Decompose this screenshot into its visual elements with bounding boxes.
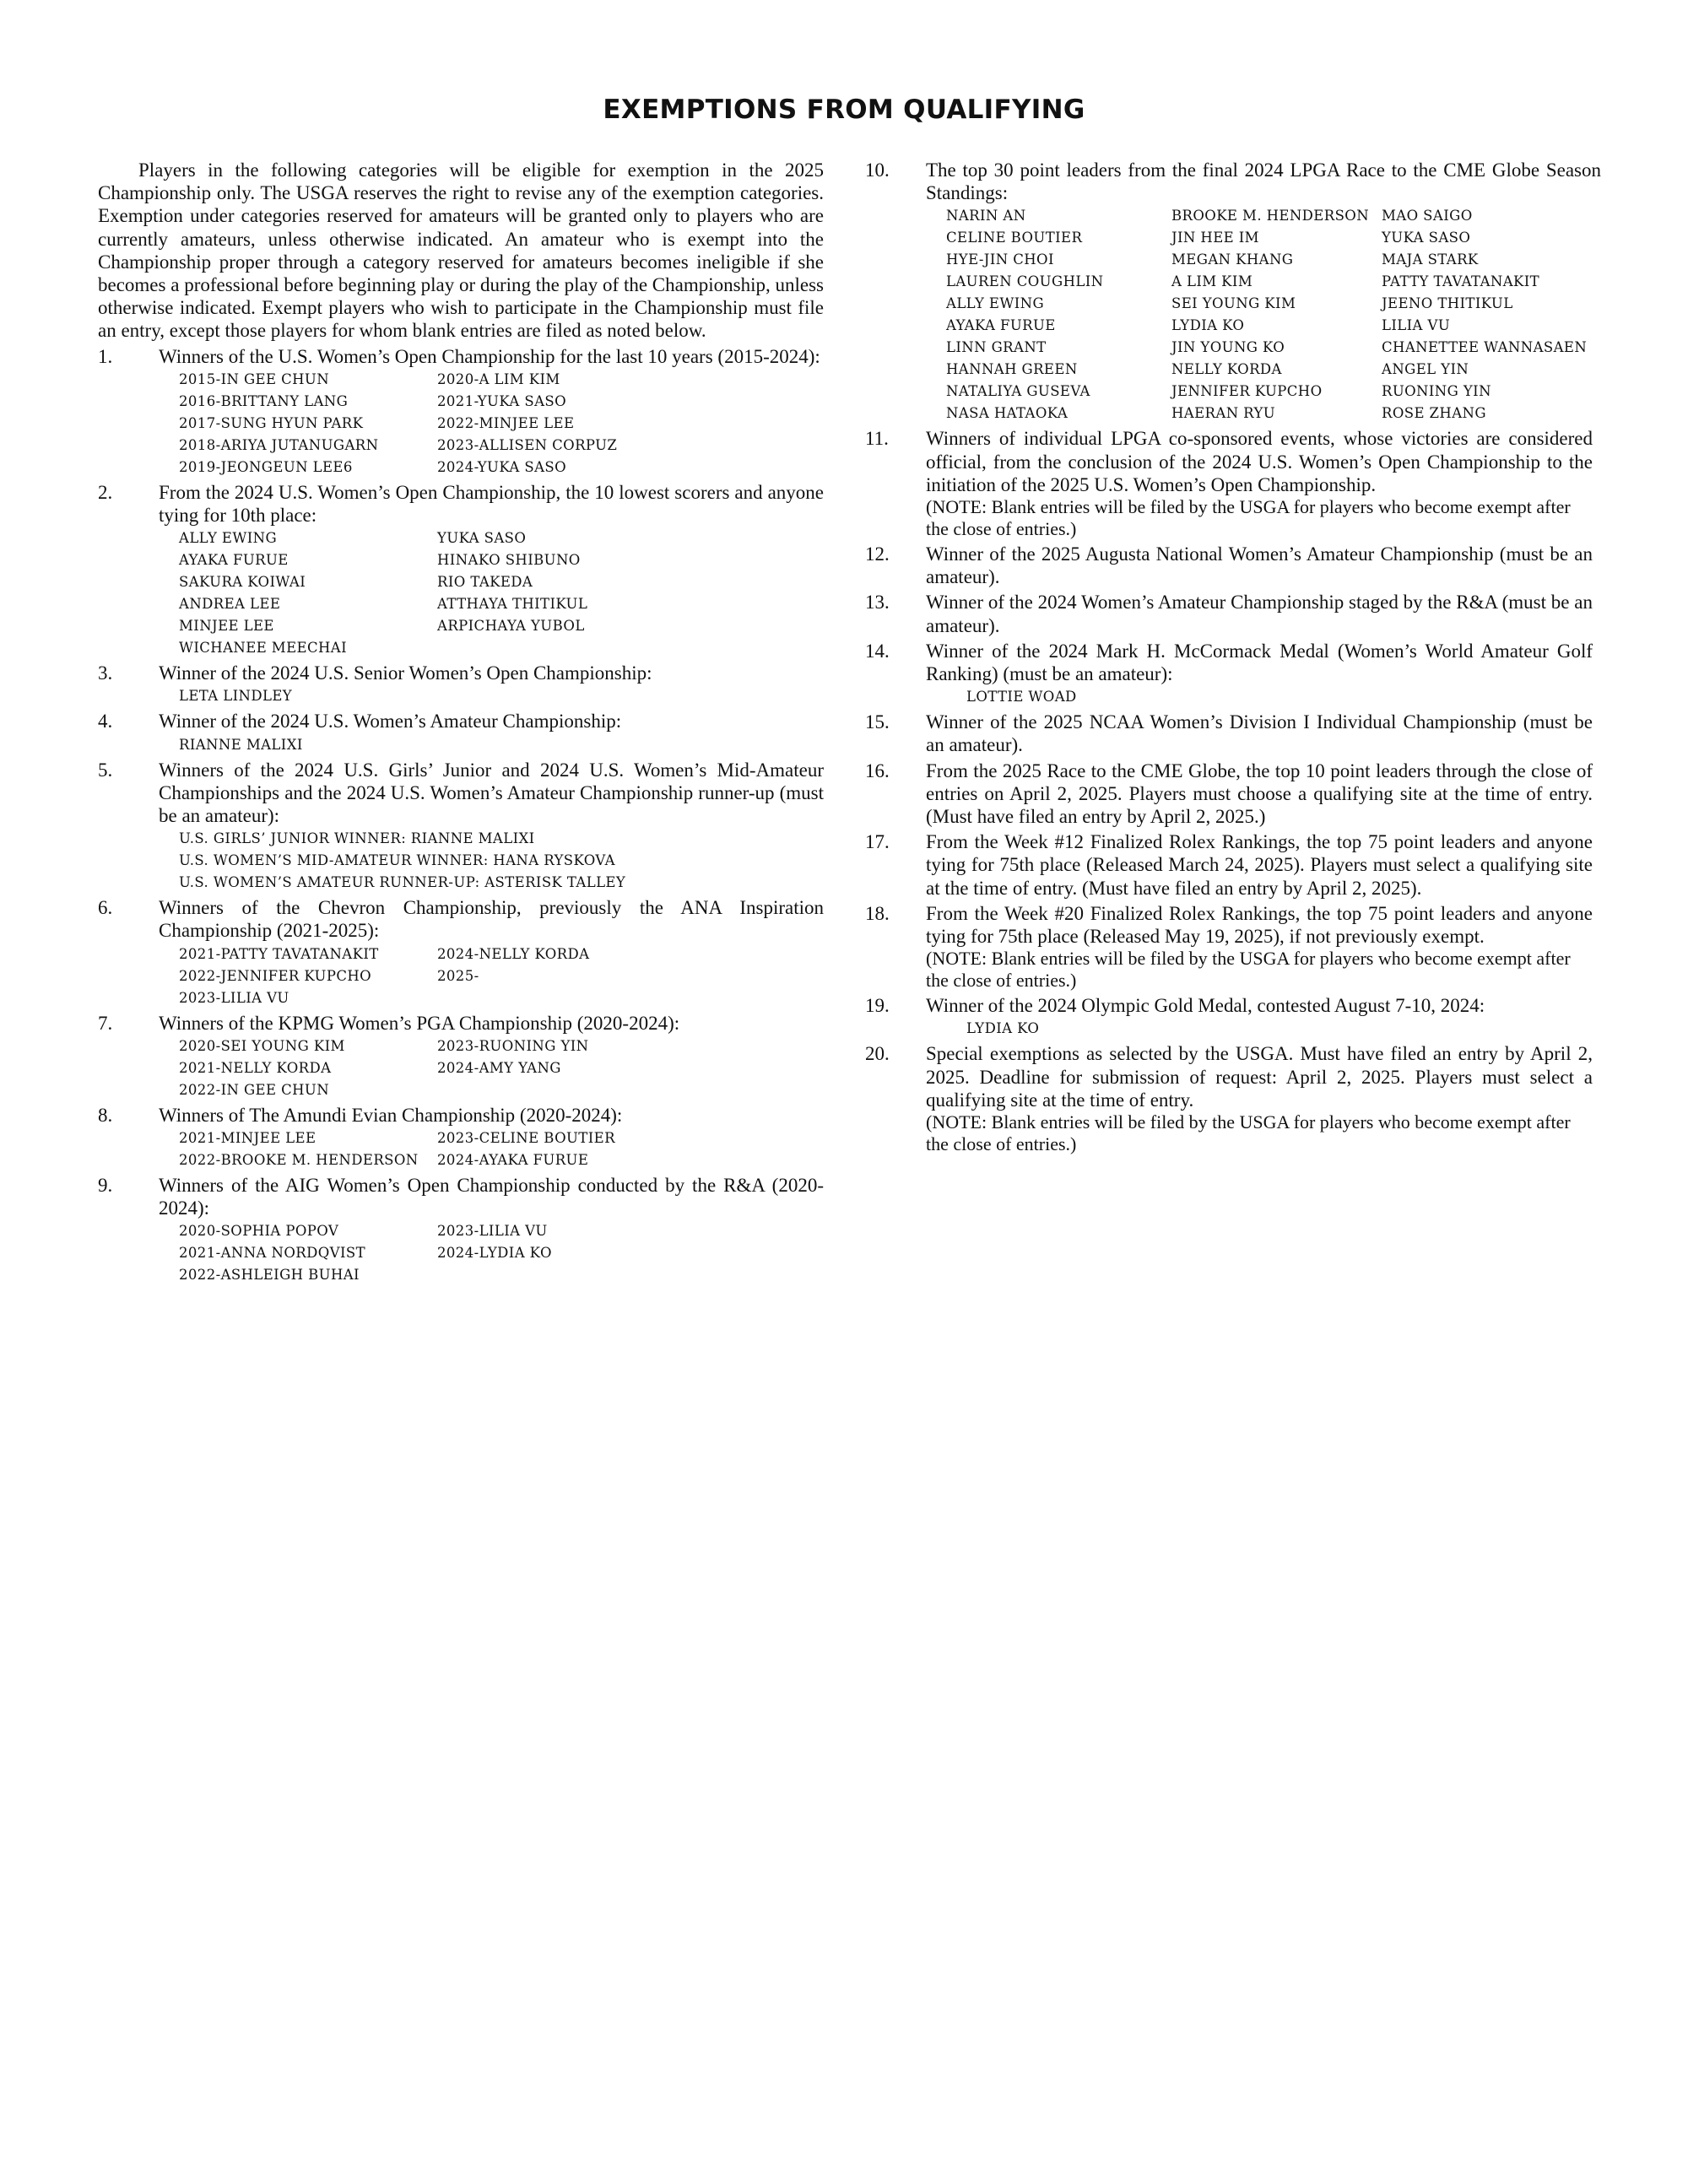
exemption-category-19 [865,994,1593,1040]
player-name: 2024-YUKA SASO [437,458,567,475]
player-name: SAKURA KOIWAI [179,574,306,591]
page-title: EXEMPTIONS FROM QUALIFYING [603,95,1085,125]
exemption-category-12 [865,543,1593,588]
player-name: LOTTIE WOAD [966,689,1077,705]
player-list [159,1127,824,1171]
player-name: U.S. GIRLS’ JUNIOR WINNER: RIANNE MALIXI [179,830,535,847]
player-name: 2015-IN GEE CHUN [179,370,330,387]
category-number: 14. [865,640,890,662]
player-name: 2024-LYDIA KO [437,1245,552,1262]
category-description: Winner of the 2024 U.S. Women’s Amateur Championship: [159,711,622,733]
category-description: Winner of the 2024 Mark H. McCormack Medal (Women’s World Amateur Golf Ranking) (must be an amateur): [926,640,1593,685]
category-number: 16. [865,760,890,781]
right-column [865,159,1601,1158]
player-name: 2024-AMY YANG [437,1059,561,1076]
player-name: YUKA SASO [437,530,527,547]
player-list [159,527,824,659]
category-body [926,994,1593,1040]
category-body [926,427,1593,540]
category-number: 9. [98,1175,113,1197]
exemption-category-3 [98,662,824,707]
category-number: 19. [865,995,890,1017]
category-body [159,662,824,707]
player-name: YUKA SASO [1382,230,1471,246]
player-name: NATALIYA GUSEVA [946,383,1090,400]
category-body [159,1104,824,1171]
category-description: Winner of the 2025 NCAA Women’s Division I Individual Championship (must be an amateur). [926,711,1593,756]
player-name: ARPICHAYA YUBOL [437,618,585,635]
player-name: MINJEE LEE [179,618,274,635]
exemption-category-2 [98,481,824,659]
player-name: AYAKA FURUE [946,317,1056,334]
category-description: Winner of the 2024 U.S. Senior Women’s Open Championship: [159,662,652,684]
player-name: 2022-BROOKE M. HENDERSON [179,1152,419,1169]
category-description: The top 30 point leaders from the final 2024 LPGA Race to the CME Globe Season Standings: [926,159,1601,204]
player-name: RIANNE MALIXI [179,736,303,753]
player-name: 2021-PATTY TAVATANAKIT [179,945,379,962]
category-description: From the Week #12 Finalized Rolex Rankings, the top 75 point leaders and anyone tying for 75th place (Released March 24, 2025). Players must select a qualifying site at the time of entry. (Must have filed an entry by April 2, 2025). [926,831,1593,899]
player-name: 2023-LILIA VU [179,989,289,1006]
category-description: From the 2025 Race to the CME Globe, the top 10 point leaders through the close of entries on April 2, 2025. Players must choose a qualifying site at the time of entry. (Must have filed an entry by April 2, 2025.) [926,760,1593,828]
player-name: NARIN AN [946,208,1026,224]
player-name: 2025- [437,967,479,984]
intro-paragraph: Players in the following categories will be eligible for exemption in the 2025 Championship only. The USGA reserves the right to revise any of the exemption categories. Exemption under categories reserved for amateurs will be granted only to players who are currently amateurs, unless otherwise indicated. An amateur who is exempt into the Championship proper through a category reserved for amateurs becomes ineligible if she becomes a professional before beginning play or during the play of the Championship, unless otherwise indicated. Exempt players who wish to participate in the Championship must file an entry, except those players for whom blank entries are filed as noted below. [98,159,824,342]
player-list [159,685,824,707]
player-name: PATTY TAVATANAKIT [1382,273,1540,290]
exemption-category-9 [98,1174,824,1286]
player-name: HAERAN RYU [1171,405,1276,422]
player-list [926,1018,1593,1040]
player-name: HYE-JIN CHOI [946,251,1054,268]
player-name: LILIA VU [1382,317,1451,334]
player-name: 2022-ASHLEIGH BUHAI [179,1267,360,1284]
category-body [159,481,824,659]
player-name: HINAKO SHIBUNO [437,552,581,569]
category-number: 17. [865,831,890,853]
category-number: 1. [98,345,113,367]
category-number: 10. [865,159,890,181]
player-name: CELINE BOUTIER [946,230,1083,246]
player-name: ALLY EWING [179,530,278,547]
player-name: 2019-JEONGEUN LEE6 [179,458,353,475]
player-name: RUONING YIN [1382,383,1491,400]
player-name: AYAKA FURUE [179,552,289,569]
category-body [926,640,1593,708]
category-body [926,902,1593,992]
player-name: A LIM KIM [1171,273,1253,290]
category-description: Winners of the AIG Women’s Open Championship conducted by the R&A (2020-2024): [159,1175,824,1219]
player-name: 2022-IN GEE CHUN [179,1081,330,1098]
category-body [926,1042,1593,1155]
category-description: Winners of the 2024 U.S. Girls’ Junior and 2024 U.S. Women’s Mid-Amateur Championships and the 2024 U.S. Women’s Amateur Championship runner-up (must be an amateur): [159,759,824,827]
player-name: U.S. WOMEN’S MID-AMATEUR WINNER: HANA RYSKOVA [179,852,615,869]
player-name: 2021-YUKA SASO [437,392,567,409]
player-name: 2020-A LIM KIM [437,370,560,387]
player-name: BROOKE M. HENDERSON [1171,208,1370,224]
player-name: 2023-CELINE BOUTIER [437,1130,615,1147]
player-name: HANNAH GREEN [946,361,1078,378]
player-name: 2024-NELLY KORDA [437,945,590,962]
category-number: 7. [98,1012,113,1034]
exemption-category-1 [98,345,824,478]
player-name: 2017-SUNG HYUN PARK [179,414,364,431]
category-description: Winners of the U.S. Women’s Open Championship for the last 10 years (2015-2024): [159,345,820,367]
category-body [926,711,1593,756]
player-name: LYDIA KO [966,1020,1040,1037]
player-name: 2020-SEI YOUNG KIM [179,1037,345,1054]
player-list [159,1220,824,1286]
exemption-category-15 [865,711,1593,756]
category-number: 12. [865,543,890,565]
category-description: Winner of the 2024 Women’s Amateur Championship staged by the R&A (must be an amateur). [926,592,1593,636]
exemption-category-13 [865,591,1593,636]
player-name: MAO SAIGO [1382,208,1473,224]
category-body [926,159,1601,424]
player-name: 2024-AYAKA FURUE [437,1152,589,1169]
category-description: Winner of the 2025 Augusta National Women’s Amateur Championship (must be an amateur). [926,543,1593,588]
player-name: LYDIA KO [1171,317,1245,334]
player-name: WICHANEE MEECHAI [179,640,348,657]
player-name: 2023-ALLISEN CORPUZ [437,436,618,453]
player-name: ROSE ZHANG [1382,405,1486,422]
player-name: 2021-MINJEE LEE [179,1130,316,1147]
player-name: JIN YOUNG KO [1171,339,1285,356]
category-number: 11. [865,428,889,450]
category-number: 15. [865,711,890,733]
category-number: 3. [98,662,113,684]
player-name: 2018-ARIYA JUTANUGARN [179,436,379,453]
exemption-category-4 [98,710,824,755]
category-body [926,591,1593,636]
category-description: Winner of the 2024 Olympic Gold Medal, contested August 7-10, 2024: [926,995,1485,1017]
player-list [159,828,824,894]
player-name: ALLY EWING [946,295,1045,312]
player-name: 2016-BRITTANY LANG [179,392,349,409]
exemption-category-7 [98,1012,824,1101]
player-name: ANGEL YIN [1382,361,1469,378]
player-list [159,1035,824,1101]
category-body [159,345,824,478]
player-name: 2022-JENNIFER KUPCHO [179,967,372,984]
category-body [926,760,1593,829]
player-name: LAUREN COUGHLIN [946,273,1104,290]
category-description: Winners of individual LPGA co-sponsored events, whose victories are considered official, from the conclusion of the 2024 U.S. Women’s Open Championship to the initiation of the 2025 U.S. Women’s Open Championship. [926,428,1593,495]
category-body [159,1012,824,1101]
exemption-category-8 [98,1104,824,1171]
exemption-category-11 [865,427,1593,540]
player-name: RIO TAKEDA [437,574,533,591]
player-name: 2021-ANNA NORDQVIST [179,1245,366,1262]
category-description: Winners of the Chevron Championship, previously the ANA Inspiration Championship (2021-2025): [159,897,824,942]
category-body [159,759,824,895]
exemption-category-5 [98,759,824,895]
exemption-category-16 [865,760,1593,829]
player-name: CHANETTEE WANNASAEN [1382,339,1588,356]
category-description: Special exemptions as selected by the USGA. Must have filed an entry by April 2, 2025. Deadline for submission of request: April 2, 2025. Players must select a qualifying site at the time of entry. [926,1043,1593,1111]
player-name: 2020-SOPHIA POPOV [179,1223,339,1240]
exemption-category-20 [865,1042,1593,1155]
player-name: SEI YOUNG KIM [1171,295,1296,312]
category-note: (NOTE: Blank entries will be filed by the USGA for players who become exempt after the close of entries.) [926,948,1571,992]
player-name: NASA HATAOKA [946,405,1069,422]
category-number: 8. [98,1104,113,1126]
player-name: LETA LINDLEY [179,688,293,705]
exemption-category-6 [98,896,824,1008]
category-number: 20. [865,1043,890,1065]
category-number: 2. [98,481,113,503]
category-number: 13. [865,592,890,614]
category-description: From the 2024 U.S. Women’s Open Championship, the 10 lowest scorers and anyone tying for 10th place: [159,481,824,527]
player-list [926,205,1601,424]
player-list [159,943,824,1009]
category-number: 4. [98,711,113,733]
player-name: JEENO THITIKUL [1382,295,1513,312]
category-note: (NOTE: Blank entries will be filed by the USGA for players who become exempt after the close of entries.) [926,1111,1571,1155]
player-name: 2022-MINJEE LEE [437,414,575,431]
player-name: JIN HEE IM [1171,230,1259,246]
category-note: (NOTE: Blank entries will be filed by the USGA for players who become exempt after the close of entries.) [926,496,1571,540]
player-list [159,734,824,756]
player-name: ANDREA LEE [179,596,281,613]
category-body [159,1174,824,1286]
category-description: From the Week #20 Finalized Rolex Rankings, the top 75 point leaders and anyone tying for 75th place (Released May 19, 2025), if not previously exempt. [926,902,1593,948]
exemption-category-14 [865,640,1593,708]
player-name: U.S. WOMEN’S AMATEUR RUNNER-UP: ASTERISK TALLEY [179,874,626,891]
category-body [926,543,1593,588]
player-list [159,369,824,478]
exemption-category-10 [865,159,1601,424]
player-name: LINN GRANT [946,339,1047,356]
exemption-category-17 [865,830,1593,900]
category-body [159,896,824,1008]
player-name: JENNIFER KUPCHO [1171,383,1323,400]
category-number: 5. [98,759,113,781]
category-body [159,710,824,755]
player-list [926,686,1593,708]
player-name: ATTHAYA THITIKUL [437,596,588,613]
category-number: 18. [865,902,890,924]
category-description: Winners of The Amundi Evian Championship (2020-2024): [159,1104,623,1126]
player-name: 2023-RUONING YIN [437,1037,589,1054]
player-name: MEGAN KHANG [1171,251,1294,268]
exemption-category-18 [865,902,1593,992]
player-name: NELLY KORDA [1171,361,1282,378]
left-column [98,159,824,1289]
player-name: 2021-NELLY KORDA [179,1059,332,1076]
player-name: MAJA STARK [1382,251,1479,268]
player-name: 2023-LILIA VU [437,1223,548,1240]
category-number: 6. [98,897,113,919]
category-body [926,830,1593,900]
category-description: Winners of the KPMG Women’s PGA Championship (2020-2024): [159,1012,680,1034]
